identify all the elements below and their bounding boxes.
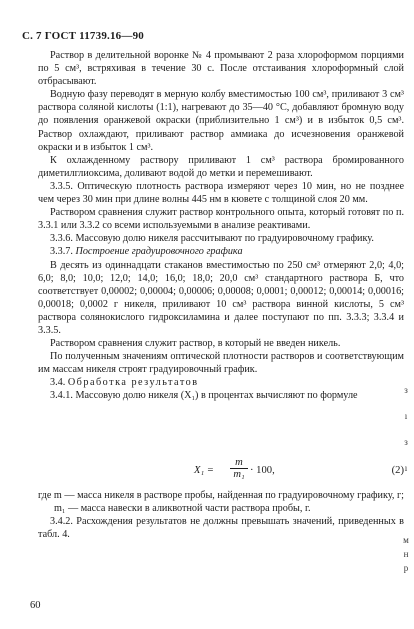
formula-denominator: m₁	[230, 468, 248, 480]
margin-mark: ı	[404, 411, 408, 421]
paragraph: В десять из одиннадцати стаканов вместимостью по 250 см³ отмеряют 2,0; 4,0; 6,0; 8,0; 10,0; 12,0; 14,0; 16,0; 18,0; 20,0 см³ стандартного раствора Б, что соответствует 0,00002; 0,00004; 0,00006; 0,00008; 0,0001; 0,00012; 0,00014; 0,00016; 0,00018; 0,0002 г никеля, приливают 10 см³ раствора винной кислоты, 5 см³ раствора солянокислого гидроксиламина и далее поступают по пп. 3.3.3; 3.3.4 и 3.3.5.	[38, 259, 404, 336]
paragraph: Раствором сравнения служит раствор, в который не введен никель.	[50, 338, 341, 350]
section-title: Обработка результатов	[67, 377, 199, 389]
paragraph: Раствором сравнения служит раствор контрольного опыта, который готовят по п. 3.3.1 или 3.3.2 со всеми используемыми в анализе реактивами.	[38, 207, 404, 232]
section-heading	[38, 245, 404, 258]
paragraph: По полученным значениям оптической плотности растворов и соответствующим им массам никеля строят градуировочный график.	[38, 351, 404, 376]
paragraph: К охлажденному раствору приливают 1 см³ раствора бромированного диметилглиоксима, доливают водой до метки и перемешивают.	[38, 154, 404, 179]
paragraph: Водную фазу переводят в мерную колбу вместимостью 100 см³, приливают 3 см³ раствора соляной кислоты (1:1), нагревают до 35—40 °С, добавляют бромную воду до появления оранжевой окраски (приблизительно 1 см³) и в избыток 0,5 см³. Раствор охлаждают, приливают раствор аммиака до исчезновения оранжевой окраски и в избыток 1 см³.	[38, 89, 404, 153]
margin-mark: ı	[404, 463, 408, 473]
paragraph: 3.3.6. Массовую долю никеля рассчитывают по градуировочному графику.	[50, 233, 374, 245]
page-number: 60	[30, 600, 41, 611]
paragraph: Раствор в делительной воронке № 4 промывают 2 раза хлороформом порциями по 5 см³, встряхивая в течение 30 с. После отстаивания хлороформный слой отбрасывают.	[38, 50, 404, 88]
section-title: Построение градуировочного графика	[75, 246, 243, 258]
formula-number: (2)	[391, 465, 404, 476]
section-number: 3.4.	[50, 377, 66, 389]
formula-rhs: · 100,	[250, 465, 275, 476]
section-number: 3.3.7.	[50, 246, 73, 258]
definitions	[38, 489, 404, 541]
paragraph: 3.4.2. Расхождения результатов не должны превышать значений, приведенных в табл. 4.	[38, 516, 404, 541]
body-text	[38, 49, 404, 403]
margin-mark: з	[404, 385, 408, 395]
margin-mark: р	[403, 563, 409, 573]
paragraph: 3.3.5. Оптическую плотность раствора измеряют через 10 мин, но не позднее чем через 30 мин при длине волны 445 нм в кювете с толщиной слоя 20 мм.	[38, 180, 404, 206]
section-heading	[38, 376, 404, 389]
formula	[38, 457, 404, 485]
margin-mark: н	[403, 549, 409, 559]
formula-fraction	[230, 457, 248, 480]
margin-mark: з	[404, 437, 408, 447]
definition-m1: m₁ — масса навески в аликвотной части раствора пробы, г.	[54, 503, 311, 515]
paragraph: 3.4.1. Массовую долю никеля (X₁) в процентах вычисляют по формуле	[50, 390, 358, 402]
definition-m: где m — масса никеля в растворе пробы, найденная по градуировочному графику, г;	[38, 490, 404, 501]
formula-numerator: m	[235, 457, 243, 468]
page-header: С. 7 ГОСТ 11739.16—90	[22, 30, 144, 42]
margin-marks	[402, 384, 410, 574]
formula-lhs: X₁ =	[194, 465, 214, 476]
margin-mark: м	[403, 535, 409, 545]
